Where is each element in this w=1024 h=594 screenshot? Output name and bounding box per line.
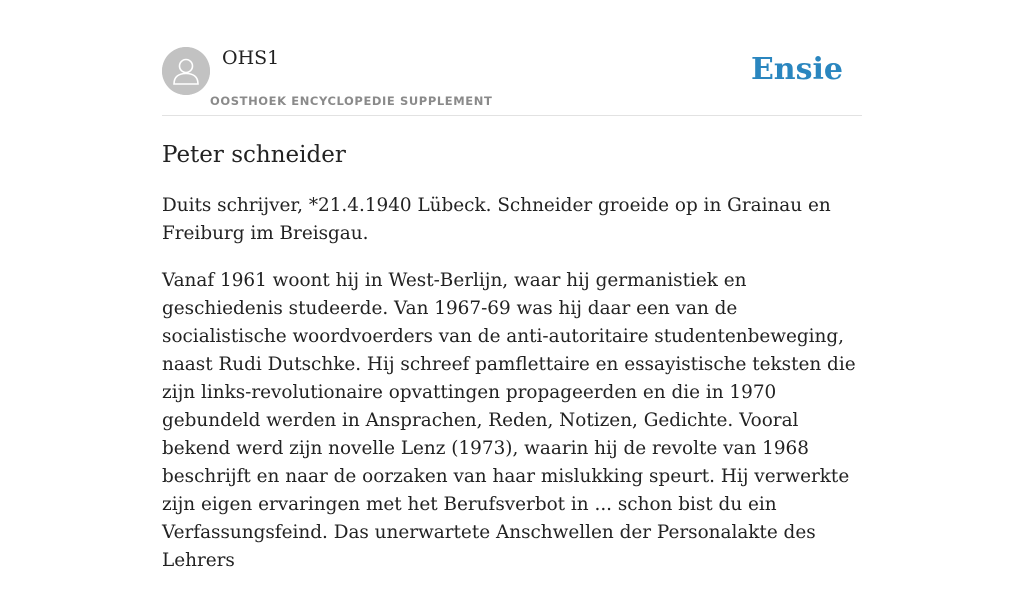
author-name[interactable]: OHS1 bbox=[222, 47, 280, 69]
header bbox=[162, 0, 862, 116]
author-avatar[interactable] bbox=[162, 47, 210, 95]
article-body bbox=[162, 192, 862, 594]
source-name: OOSTHOEK ENCYCLOPEDIE SUPPLEMENT bbox=[210, 94, 493, 108]
content-container bbox=[162, 0, 862, 571]
article-paragraph: Vanaf 1961 woont hij in West-Berlijn, waar hij germanistiek en geschiedenis studeerde. Van 1967-69 was hij daar een van de socialistische woordvoerders van de anti-autoritaire studentenbeweging, naast Rudi Dutschke. Hij schreef pamflettaire en essayistische teksten die zijn links-revolutionaire opvattingen propageerden en die in 1970 gebundeld werden in Ansprachen, Reden, Notizen, Gedichte. Vooral bekend werd zijn novelle Lenz (1973), waarin hij de revolte van 1968 beschrijft en naar de oorzaken van haar mislukking speurt. Hij verwerkte zijn eigen ervaringen met het Berufsverbot in ... schon bist du ein Verfassungsfeind. Das unerwartete Anschwellen der Personalakte des Lehrers bbox=[162, 270, 856, 571]
user-icon bbox=[162, 47, 210, 95]
article-paragraph: Duits schrijver, *21.4.1940 Lübeck. Schneider groeide op in Grainau en Freiburg im Breisgau. bbox=[162, 195, 831, 244]
article-title: Peter schneider bbox=[162, 142, 346, 168]
brand-logo[interactable]: Ensie bbox=[750, 52, 843, 87]
